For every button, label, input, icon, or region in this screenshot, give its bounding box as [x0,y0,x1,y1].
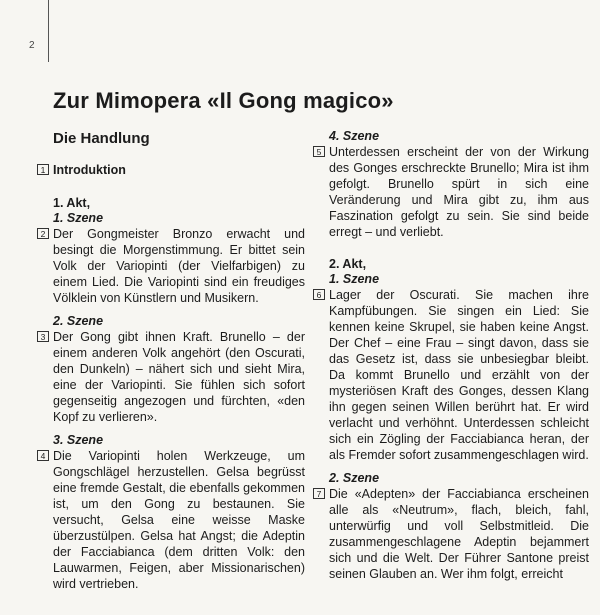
paragraph-text: Die Variopinti holen Werkzeuge, um Gongschlägel herzustellen. Gelsa begrüsst eine fremde Gestalt, die ebenfalls gekommen ist, um den Gong zu bestaunen. Sie versucht, Gelsa eine weisse Maske überzustülpen. Gelsa hat Angst; die Adeptin der Facciabianca (dem dritten Volk: den Lauwarmen, Feigen, aber Missionarischen) wird vertrieben. [53,449,305,591]
number-box: 7 [313,488,325,499]
scene-paragraph [37,448,305,592]
number-box: 3 [37,331,49,342]
scene-heading: 2. Szene [53,314,104,328]
document-title: Zur Mimopera «Il Gong magico» [53,88,394,113]
scene-heading: 3. Szene [53,433,104,447]
scene-heading: 4. Szene [329,129,380,143]
number-box: 2 [37,228,49,239]
page-number: 2 [29,40,35,51]
intro-label: Introduktion [53,163,126,177]
scene-heading: 1. Szene [329,272,380,286]
act-heading: 2. Akt, [329,257,367,271]
section-heading: Die Handlung [53,130,150,147]
number-box: 4 [37,450,49,461]
intro-heading [37,161,305,179]
act-heading: 1. Akt, [53,196,91,210]
paragraph-text: Unterdessen erscheint der von der Wirkung des Gonges erschreckte Brunello; Mira ist ihm gefolgt. Brunello spürt in sich eine Veränderung und Mira gibt zu, ihm aus Faszination gefolgt zu sein. Sie sind beide erregt – und verliebt. [329,145,589,239]
paragraph-text: Der Gongmeister Bronzo erwacht und besingt die Morgenstimmung. Er bittet sein Volk der Variopinti (der Vielfarbigen) zu einem Lied. Die Variopinti sind ein freudiges Völklein von Künstlern und Musikern. [53,227,305,305]
paragraph-text: Der Gong gibt ihnen Kraft. Brunello – der einem anderen Volk angehört (den Oscurati, den Dunkeln) – nähert sich und sieht Mira, eine der Variopinti. Sie fühlen sich sofort gegenseitig angezogen und fürchten, «den Kopf zu verlieren». [53,330,305,424]
right-column [313,128,589,582]
scene-paragraph [37,226,305,306]
paragraph-text: Lager der Oscurati. Sie machen ihre Kampfübungen. Sie singen ein Lied: Sie kennen keine Skrupel, sie haben keine Angst. Der Chef – eine Frau – singt davon, dass sie das Gesetz ist, dass sie unbesiegbar bleibt. Da kommt Brunello und erzählt von der mysteriösen Kraft des Gonges, dessen Klang ihn gegen seinen Willen berührt hat. Er wird verlacht und verhöhnt. Unterdessen schleicht sich ein Zögling der Facciabianca heran, der als Fremder sofort zusammengeschlagen wird. [329,288,589,462]
scene-paragraph [313,486,589,582]
scene-paragraph [313,287,589,463]
number-box: 6 [313,289,325,300]
scene-heading: 1. Szene [53,211,104,225]
page-rule [48,0,49,62]
scene-paragraph [313,144,589,240]
left-column [37,128,305,592]
paragraph-text: Die «Adepten» der Facciabianca erscheinen alle als «Neutrum», flach, bleich, fahl, unterwürfig und voll Selbstmitleid. Die zusammengeschlagene Adeptin bejammert sich und die Welt. Der Führer Santone preist seinen Glauben an. Wer ihm folgt, erreicht [329,487,589,581]
scene-heading: 2. Szene [329,471,380,485]
number-box: 1 [37,164,49,175]
number-box: 5 [313,146,325,157]
scene-paragraph [37,329,305,425]
